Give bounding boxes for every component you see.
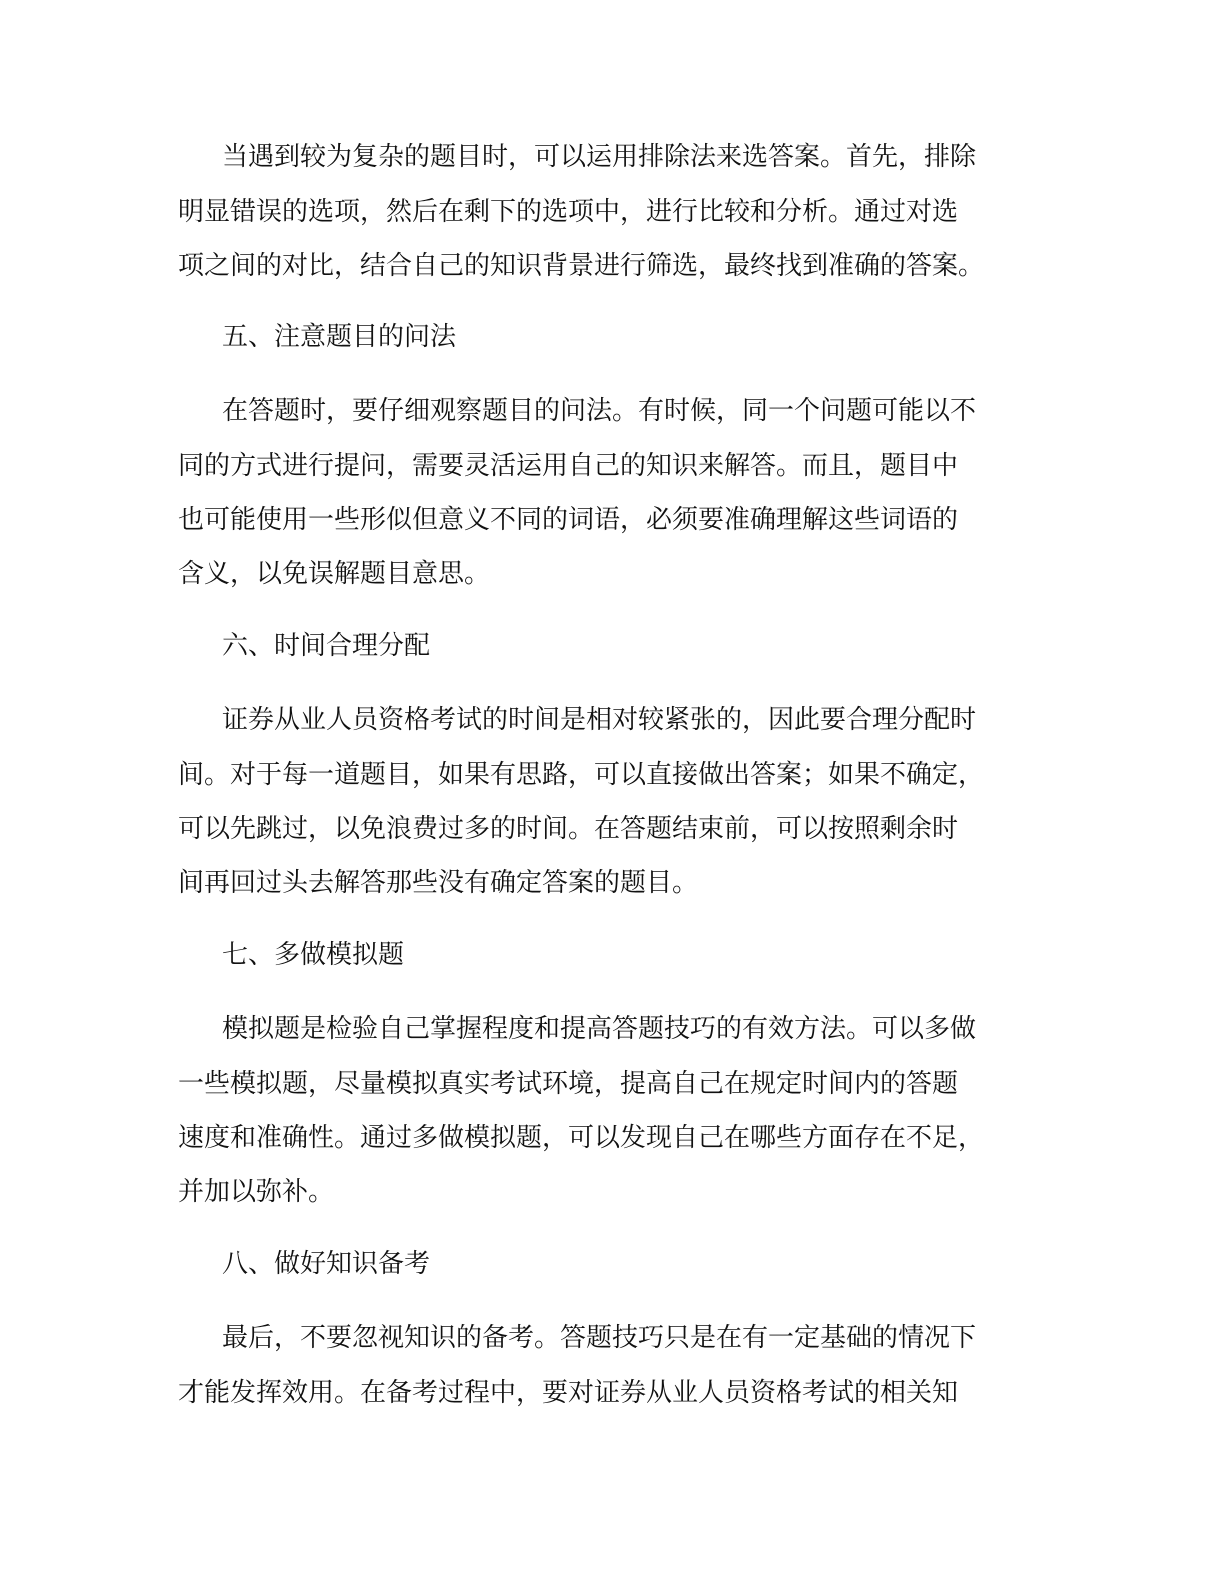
paragraph-line: 同的方式进行提问，需要灵活运用自己的知识来解答。而且，题目中 [178, 451, 959, 481]
paragraph-line: 间再回过头去解答那些没有确定答案的题目。 [178, 868, 699, 898]
paragraph-line: 也可能使用一些形似但意义不同的词语，必须要准确理解这些词语的 [178, 505, 959, 535]
paragraph-line: 最后，不要忽视知识的备考。答题技巧只是在有一定基础的情况下 [222, 1323, 977, 1353]
paragraph-line: 项之间的对比，结合自己的知识背景进行筛选，最终找到准确的答案。 [178, 251, 985, 281]
section-heading: 五、注意题目的问法 [222, 322, 457, 352]
paragraph-line: 速度和准确性。通过多做模拟题，可以发现自己在哪些方面存在不足， [178, 1123, 985, 1153]
section-heading: 七、多做模拟题 [222, 940, 405, 970]
paragraph-line: 才能发挥效用。在备考过程中，要对证券从业人员资格考试的相关知 [178, 1378, 959, 1408]
paragraph-line: 证券从业人员资格考试的时间是相对较紧张的，因此要合理分配时 [222, 705, 977, 735]
paragraph-line: 模拟题是检验自己掌握程度和提高答题技巧的有效方法。可以多做 [222, 1014, 977, 1044]
paragraph-line: 在答题时，要仔细观察题目的问法。有时候，同一个问题可能以不 [222, 396, 977, 426]
paragraph-line: 可以先跳过，以免浪费过多的时间。在答题结束前，可以按照剩余时 [178, 814, 959, 844]
paragraph-line: 含义，以免误解题目意思。 [178, 559, 491, 589]
paragraph-line: 明显错误的选项，然后在剩下的选项中，进行比较和分析。通过对选 [178, 197, 959, 227]
section-heading: 六、时间合理分配 [222, 631, 431, 661]
paragraph-line: 间。对于每一道题目，如果有思路，可以直接做出答案；如果不确定， [178, 760, 985, 790]
paragraph-line: 当遇到较为复杂的题目时，可以运用排除法来选答案。首先，排除 [222, 142, 977, 172]
paragraph-line: 并加以弥补。 [178, 1177, 335, 1207]
paragraph-line: 一些模拟题，尽量模拟真实考试环境，提高自己在规定时间内的答题 [178, 1069, 959, 1099]
section-heading: 八、做好知识备考 [222, 1249, 431, 1279]
